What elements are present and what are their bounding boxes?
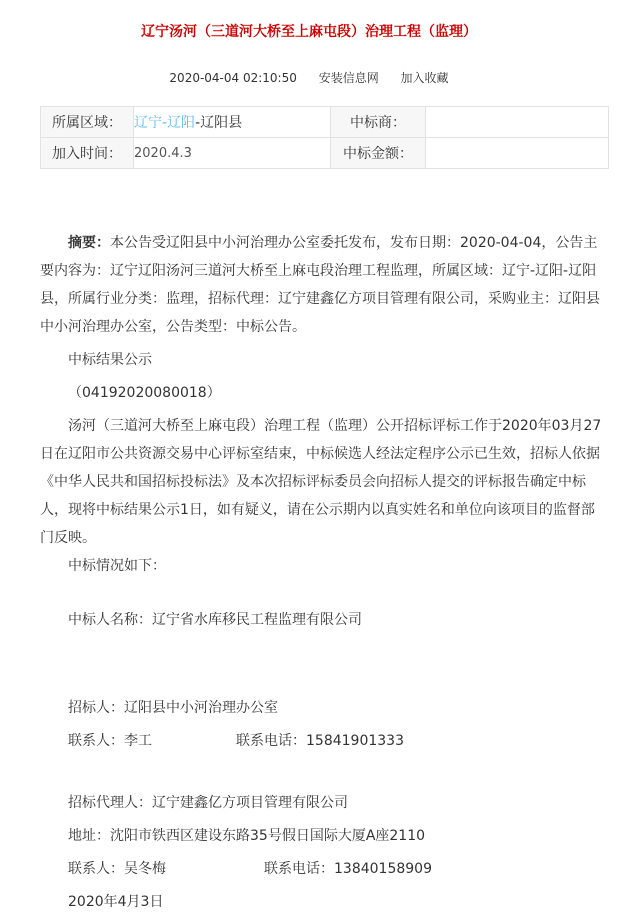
winner-value xyxy=(426,107,609,138)
winner-label: 中标商： xyxy=(331,107,426,138)
announcement-date: 2020年4月3日 xyxy=(68,894,164,910)
site-link[interactable]: 安装信息网 xyxy=(318,71,379,85)
join-date-value: 2020.4.3 xyxy=(134,138,331,169)
winner-name-line: 中标人名称：辽宁省水库移民工程监理有限公司 xyxy=(68,612,362,628)
region-separator: - xyxy=(162,115,168,131)
announcement-body xyxy=(40,229,604,916)
table-row xyxy=(41,107,609,138)
region-value xyxy=(134,107,331,138)
project-info-table xyxy=(40,106,609,169)
tenderer-line: 招标人：辽阳县中小河治理办公室 xyxy=(68,700,278,716)
table-row xyxy=(41,138,609,169)
bid-amount-value xyxy=(426,138,609,169)
region-county-text: -辽阳县 xyxy=(195,115,243,131)
result-intro-line: 中标情况如下： xyxy=(68,558,166,574)
add-favorite-link[interactable]: 加入收藏 xyxy=(400,71,449,85)
page-title: 辽宁汤河（三道河大桥至上麻屯段）治理工程（监理） xyxy=(141,24,477,40)
tenderer-contact-line: 联系人：李工 联系电话：15841901333 xyxy=(68,733,404,749)
agent-address-line: 地址：沈阳市铁西区建设东路35号假日国际大厦A座2110 xyxy=(68,828,426,844)
result-publicity-heading: 中标结果公示 xyxy=(68,352,152,368)
region-city-link[interactable]: 辽阳 xyxy=(167,115,196,131)
meta-line xyxy=(0,69,618,86)
abstract-text: 本公告受辽阳县中小河治理办公室委托发布，发布日期：2020-04-04，公告主要内容为：辽宁辽阳汤河三道河大桥至上麻屯段治理工程监理，所属区域：辽宁-辽阳-辽阳县，所属行业分类：监理，招标代理：辽宁建鑫亿方项目管理有限公司，采购业主：辽阳县中小河治理办公室，公告类型：中标公告。 xyxy=(40,235,600,335)
join-date-label: 加入时间： xyxy=(41,138,134,169)
bid-amount-label: 中标金额： xyxy=(331,138,426,169)
result-description-paragraph: 汤河（三道河大桥至上麻屯段）治理工程（监理）公开招标评标工作于2020年03月27日在辽阳市公共资源交易中心评标室结束，中标候选人经法定程序公示已生效，招标人依据《中华人民共和国招标投标法》及本次招标评标委员会向招标人提交的评标报告确定中标人，现将中标结果公示1日，如有疑义，请在公示期内以真实姓名和单位向该项目的监督部门反映。 xyxy=(40,418,602,546)
region-province-link[interactable]: 辽宁 xyxy=(134,115,162,131)
region-label: 所属区域： xyxy=(41,107,134,138)
agent-contact-line: 联系人：吴冬梅 联系电话：13840158909 xyxy=(68,861,432,877)
abstract-label: 摘要： xyxy=(68,235,110,251)
publish-timestamp: 2020-04-04 02:10:50 xyxy=(169,71,297,85)
project-number: （04192020080018） xyxy=(68,385,221,401)
agent-line: 招标代理人：辽宁建鑫亿方项目管理有限公司 xyxy=(68,795,348,811)
abstract-paragraph xyxy=(40,229,604,341)
